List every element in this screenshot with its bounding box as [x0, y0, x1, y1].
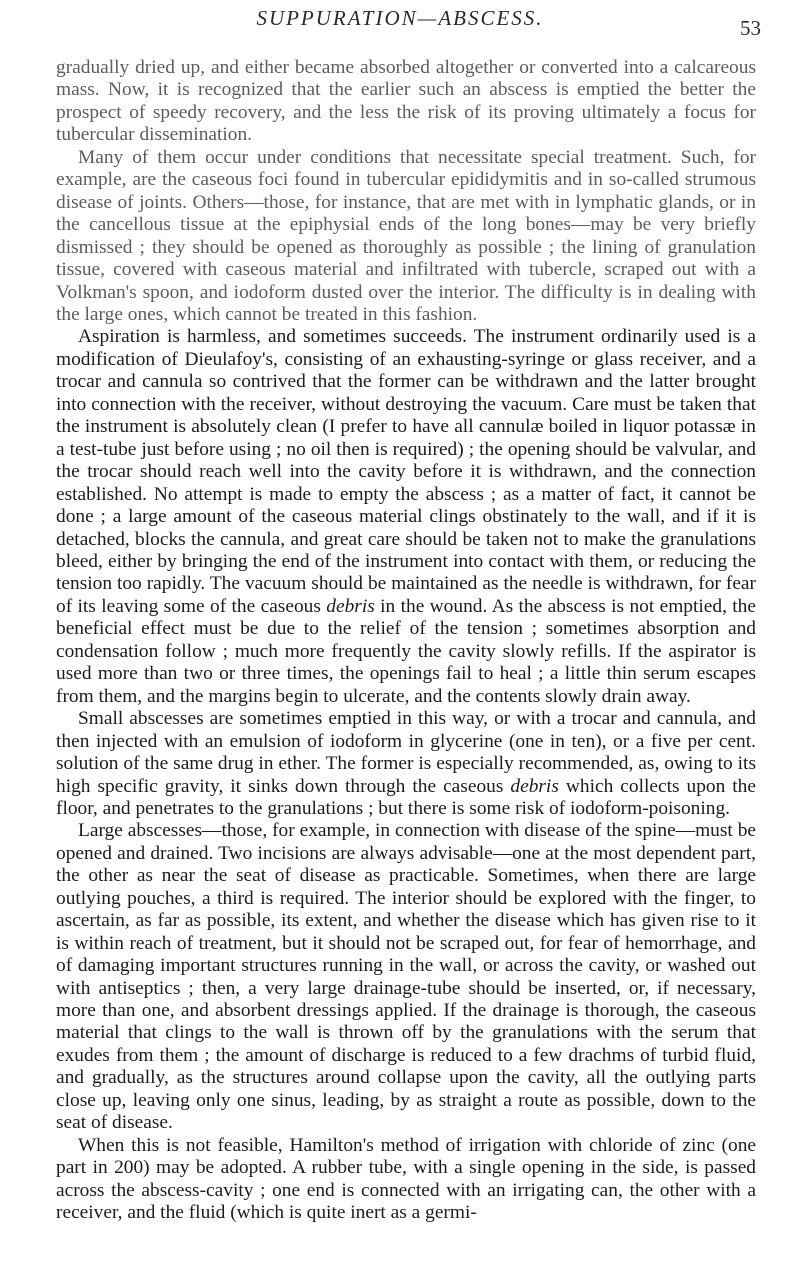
paragraph-large-abscesses: Large abscesses—those, for example, in connection with disease of the spine—must be opened and drained. Two incisions are always advisable—one at the most dependent part, the other as near the seat of disease as practicable. Sometimes, when there are large outlying pouches, a third is required. The interior should be explored with the finger, to ascertain, as far as possible, its extent, and whether the disease which has given rise to it is within reach of treatment, but it should not be scraped out, for fear of hemorrhage, and of damaging important structures running in the wall, or across the cavity, or washed out with antiseptics ; then, a very large drainage-tube should be inserted, or, if necessary, more than one, and absorbent dressings applied. If the drainage is thorough, the caseous material that clings to the wall is thrown off by the granulations with the serum that exudes from them ; the amount of discharge is reduced to a few drachms of turbid fluid, and gradually, as the structures around collapse upon the cavity, all the outlying parts close up, leaving only one sinus, leading, by as straight a route as possible, down to the seat of disease. [56, 820, 756, 1134]
paragraph-small-abscesses [56, 708, 756, 820]
paragraph-irrigation: When this is not feasible, Hamilton's method of irrigation with chloride of zinc (one part in 200) may be adopted. A rubber tube, with a single opening in the side, is passed across the abscess-cavity ; one end is connected with an irrigating can, the other with a receiver, and the fluid (which is quite inert as a germi- [56, 1134, 756, 1224]
body-text [56, 57, 756, 1225]
paragraph-aspiration [56, 326, 756, 708]
paragraph-text: Aspiration is harmless, and sometimes succeeds. The instrument ordinarily used is a modification of Dieulafoy's, consisting of an exhausting-syringe or glass receiver, and a trocar and cannula so contrived that the former can be withdrawn and the latter brought into connection with the receiver, without destroying the vacuum. Care must be taken that the instrument is absolutely clean (I prefer to have all cannulæ boiled in liquor potassæ in a test-tube just before using ; no oil then is required) ; the opening should be valvular, and the trocar should reach well into the cavity before it is withdrawn, and the connection established. No attempt is made to empty the abscess ; as a matter of fact, it cannot be done ; a large amount of the caseous material clings obstinately to the wall, and if it is detached, blocks the cannula, and great care should be taken not to make the granulations bleed, either by bringing the end of the instrument into contact with them, or reducing the tension too rapidly. The vacuum should be maintained as the needle is withdrawn, for fear of its leaving some of the caseous [56, 326, 756, 617]
italic-term: debris [326, 595, 375, 617]
paragraph-continued: gradually dried up, and either became absorbed altogether or converted into a calcareous mass. Now, it is recognized that the earlier such an abscess is emptied the better the prospect of speedy recovery, and the less the risk of its proving ultimately a focus for tubercular dissemination. [56, 57, 756, 146]
paragraph-text: Small abscesses are sometimes emptied in this way, or with a trocar and cannula, and then injected with an emulsion of iodoform in glycerine (one in ten), or a five per cent. solution of the same drug in ether. The former is especially recommended, as, owing to its high specific gravity, it sinks down through the caseous [56, 708, 756, 797]
paragraph-special-treatment: Many of them occur under conditions that necessitate special treatment. Such, for example, are the caseous foci found in tubercular epididymitis and in so-called strumous disease of joints. Others—those, for instance, that are met with in lymphatic glands, or in the cancellous tissue at the epiphysial ends of the long bones—may be very briefly dismissed ; they should be opened as thoroughly as possible ; the lining of granulation tissue, covered with caseous material and infiltrated with tubercle, scraped out with a Volkman's spoon, and iodoform dusted over the interior. The difficulty is in dealing with the large ones, which cannot be treated in this fashion. [56, 146, 756, 325]
page-number: 53 [740, 16, 761, 40]
paragraph-text: in the wound. As the abscess is not emptied, the beneficial effect must be due to the relief of the tension ; sometimes absorption and condensation follow ; much more frequently the cavity slowly refills. If the aspirator is used more than two or three times, the openings fail to heal ; a little thin serum escapes from them, and the margins begin to ulcerate, and the contents slowly drain away. [56, 595, 756, 707]
running-header-title: SUPPURATION—ABSCESS. [256, 6, 544, 30]
italic-term: debris [510, 775, 559, 797]
paragraph-text: which collects upon the floor, and penetrates to the granulations ; but there is some risk of iodoform-poisoning. [56, 775, 756, 819]
